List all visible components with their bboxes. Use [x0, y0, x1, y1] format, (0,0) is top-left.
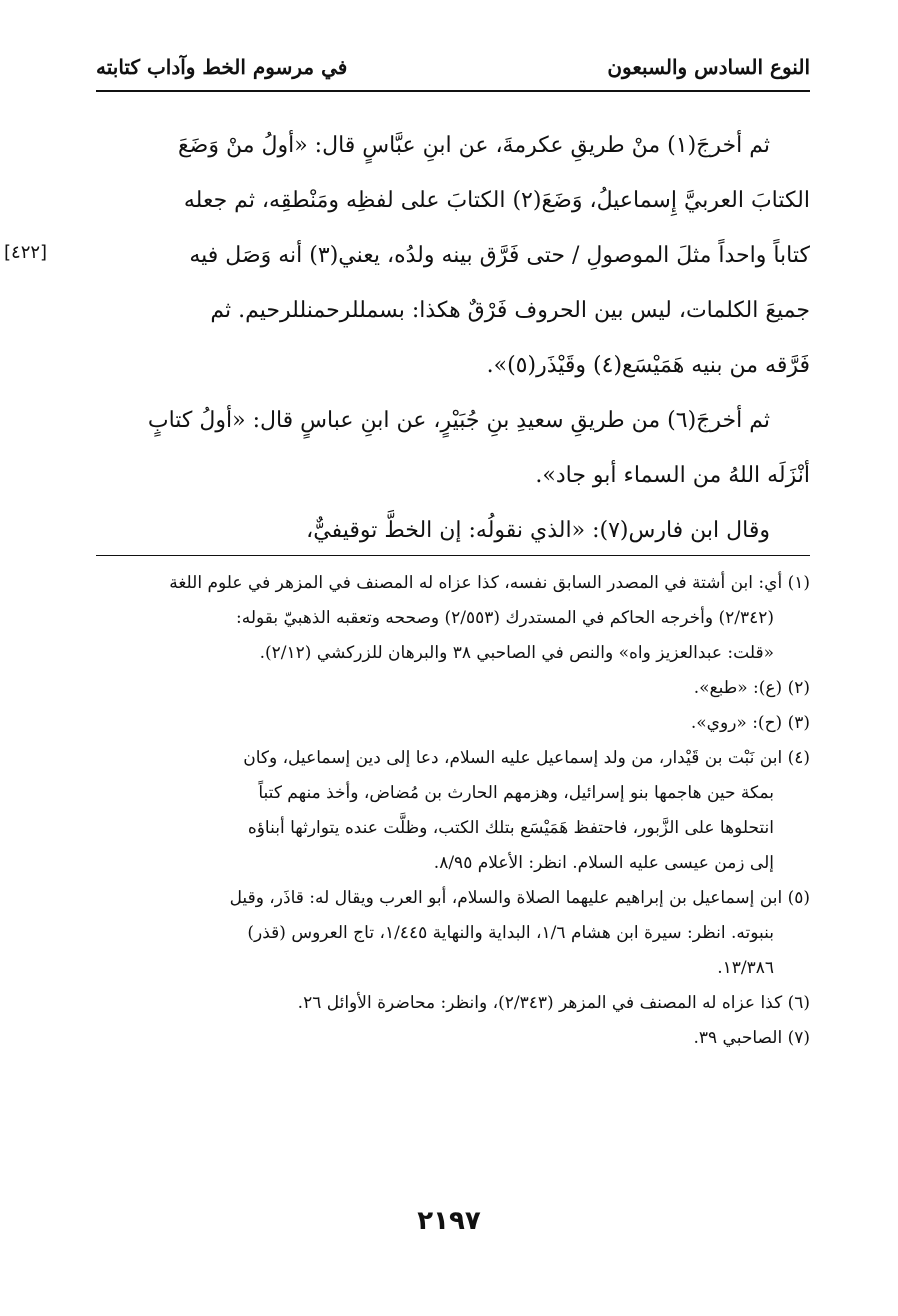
footnote-2: [96, 671, 810, 706]
footnote-7: [96, 1021, 810, 1056]
footnote-5: [96, 881, 810, 986]
footnote-separator: [96, 555, 810, 556]
paragraph-1: [96, 118, 810, 393]
footnote-line: بمكة حين هاجمها بنو إسرائيل، وهزمهم الحارث بن مُضاض، وأخذ منهم كتباً: [258, 783, 774, 803]
footnote-line: بنبوته. انظر: سيرة ابن هشام ١/٦، البداية والنهاية ١/٤٤٥، تاج العروس (قذر): [247, 923, 774, 943]
header-section-title: في مرسوم الخط وآداب كتابته: [96, 55, 348, 79]
footnote-1: [96, 566, 810, 671]
footnotes: [96, 566, 810, 1056]
text-line: الكتابَ العربيَّ إِسماعيلُ، وَضَعَ(٢) الكتابَ على لفظِه ومَنْطقِه، ثم جعله: [183, 188, 810, 213]
paragraph-2: [96, 393, 810, 503]
header-chapter-title: النوع السادس والسبعون: [607, 55, 810, 79]
footnote-line: «قلت: عبدالعزيز واه» والنص في الصاحبي ٣٨ والبرهان للزركشي (٢/١٢).: [259, 643, 774, 663]
running-header: [96, 44, 810, 92]
footnote-line: (١) أي: ابن أشتة في المصدر السابق نفسه، كذا عزاه له المصنف في المزهر في علوم اللغة: [169, 573, 810, 593]
main-text: [4, 118, 810, 558]
footnote-line: إلى زمن عيسى عليه السلام. انظر: الأعلام ٨/٩٥.: [433, 853, 774, 873]
text-line: وقال ابن فارس(٧): «الذي نقولُه: إن الخطَّ توقيفيٌّ،: [306, 518, 770, 543]
text-line: أنْزَلَه اللهُ من السماء أبو جاد».: [535, 463, 810, 488]
text-line: ثم أخرجَ(١) منْ طريقِ عكرمةَ، عن ابنِ عبَّاسٍ قال: «أولُ منْ وَضَعَ: [177, 133, 770, 158]
text-line: ثم أخرجَ(٦) من طريقِ سعيدِ بنِ جُبَيْرٍ، عن ابنِ عباسٍ قال: «أولُ كتابٍ: [147, 408, 770, 433]
text-line: فَرَّقه من بنيه هَمَيْسَع(٤) وقَيْذَر(٥)».: [486, 353, 810, 378]
footnote-line: (٣) (ح): «روي».: [690, 713, 810, 733]
page-number: ٢١٩٧: [417, 1206, 481, 1236]
page-number-marker: [٤٢٢]: [4, 242, 48, 263]
text-line-with-marker: [96, 228, 810, 283]
text-line: جميعَ الكلمات، ليس بين الحروف فَرْقٌ هكذا: بسمللرحمنللرحيم. ثم: [210, 298, 810, 323]
footnote-line: (٤) ابن نَبْت بن قَيْدار، من ولد إسماعيل عليه السلام، دعا إلى دين إسماعيل، وكان: [243, 748, 810, 768]
footnote-line: (٥) ابن إسماعيل بن إبراهيم عليهما الصلاة والسلام، أبو العرب ويقال له: قاذَر، وقيل: [229, 888, 810, 908]
text-line: كتاباً واحداً مثلَ الموصولِ / حتى فَرَّق بينه ولدُه، يعني(٣) أنه وَصَل فيه: [189, 243, 810, 268]
footnote-line: (٦) كذا عزاه له المصنف في المزهر (٢/٣٤٣)، وانظر: محاضرة الأوائل ٢٦.: [297, 993, 810, 1013]
footnote-6: [96, 986, 810, 1021]
footnote-line: ١٣/٣٨٦.: [717, 958, 774, 978]
footnote-line: (٢) (ع): «طبع».: [693, 678, 810, 698]
footnote-line: (٧) الصاحبي ٣٩.: [693, 1028, 810, 1048]
footnote-3: [96, 706, 810, 741]
paragraph-3: [96, 503, 810, 558]
footnote-4: [96, 741, 810, 881]
footnote-line: (٢/٣٤٢) وأخرجه الحاكم في المستدرك (٢/٥٥٣) وصححه وتعقبه الذهبيّ بقوله:: [235, 608, 774, 628]
footnote-line: انتحلوها على الزَّبور، فاحتفظ هَمَيْسَع بتلك الكتب، وظلَّت عنده يتوارثها أبناؤه: [247, 818, 774, 838]
